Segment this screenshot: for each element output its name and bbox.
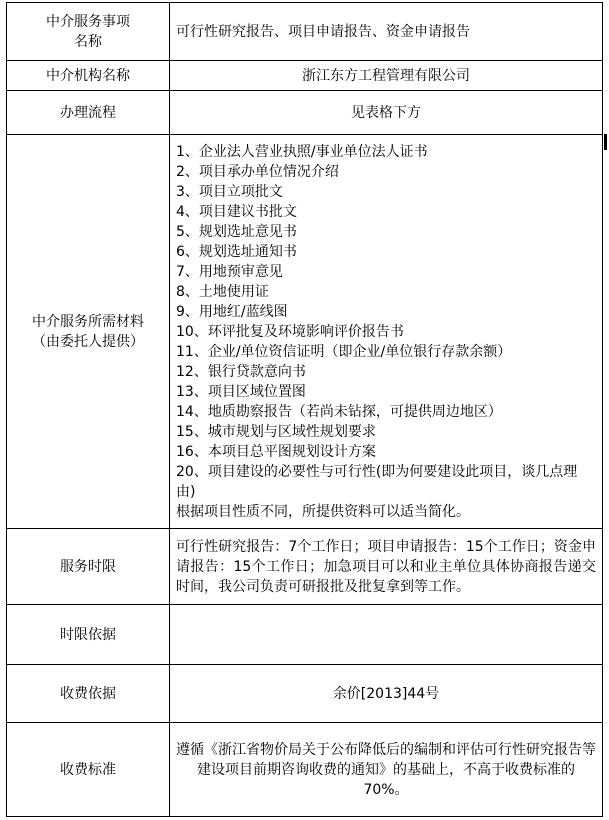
materials-note: 根据项目性质不同，所提供资料可以适当简化。 (176, 503, 470, 520)
label-process: 办理流程 (7, 91, 170, 135)
list-item: 16、本项目总平图规划设计方案 (176, 443, 376, 460)
value-service-item-name: 可行性研究报告、项目申请报告、资金申请报告 (170, 3, 603, 61)
table-row-process (7, 91, 603, 135)
list-item: 20、项目建设的必要性与可行性(即为何要建设此项目，谈几点理由) (176, 463, 578, 500)
list-item: 6、规划选址通知书 (176, 243, 297, 260)
table-row-time-limit-basis (7, 605, 603, 665)
value-service-time-limit: 可行性研究报告：7个工作日；项目申请报告：15个工作日；资金申请报告：15个工作日；加急项目可以和业主单位具体协商报告递交时间，我公司负责可研报批及批复拿到等工作。 (170, 529, 603, 605)
label-time-limit-basis: 时限依据 (7, 605, 170, 665)
list-item: 8、土地使用证 (176, 283, 269, 300)
table-row-required-materials (7, 135, 603, 529)
list-item: 5、规划选址意见书 (176, 223, 297, 240)
service-info-table (6, 2, 603, 817)
label-fee-basis: 收费依据 (7, 665, 170, 723)
label-agency-name: 中介机构名称 (7, 61, 170, 91)
list-item: 7、用地预审意见 (176, 263, 283, 280)
list-item: 1、企业法人营业执照/事业单位法人证书 (176, 143, 428, 160)
table-row-service-time-limit (7, 529, 603, 605)
list-item: 10、环评批复及环境影响评价报告书 (176, 323, 404, 340)
list-item: 12、银行贷款意向书 (176, 363, 306, 380)
value-time-limit-basis (170, 605, 603, 665)
list-item: 15、城市规划与区域性规划要求 (176, 423, 376, 440)
label-required-materials: 中介服务所需材料 （由委托人提供） (7, 135, 170, 529)
label-service-item-name: 中介服务事项 名称 (7, 3, 170, 61)
label-fee-standard: 收费标准 (7, 723, 170, 817)
list-item: 14、地质勘察报告（若尚未钻探，可提供周边地区） (176, 403, 502, 420)
label-service-time-limit: 服务时限 (7, 529, 170, 605)
table-row-fee-basis (7, 665, 603, 723)
list-item: 2、项目承办单位情况介绍 (176, 163, 339, 180)
list-item: 4、项目建议书批文 (176, 203, 297, 220)
table-row-fee-standard (7, 723, 603, 817)
table-row-service-item-name (7, 3, 603, 61)
value-agency-name: 浙江东方工程管理有限公司 (170, 61, 603, 91)
list-item: 13、项目区域位置图 (176, 383, 306, 400)
table-row-agency-name (7, 61, 603, 91)
page-edge-marker (604, 134, 607, 150)
materials-list (170, 135, 603, 529)
value-fee-basis: 余价[2013]44号 (170, 665, 603, 723)
list-item: 9、用地红/蓝线图 (176, 303, 288, 320)
list-item: 3、项目立项批文 (176, 183, 283, 200)
list-item: 11、企业/单位资信证明（即企业/单位银行存款余额） (176, 343, 512, 360)
value-process: 见表格下方 (170, 91, 603, 135)
value-fee-standard: 遵循《浙江省物价局关于公布降低后的编制和评估可行性研究报告等建设项目前期咨询收费的通知》的基础上，不高于收费标准的70%。 (170, 723, 603, 817)
